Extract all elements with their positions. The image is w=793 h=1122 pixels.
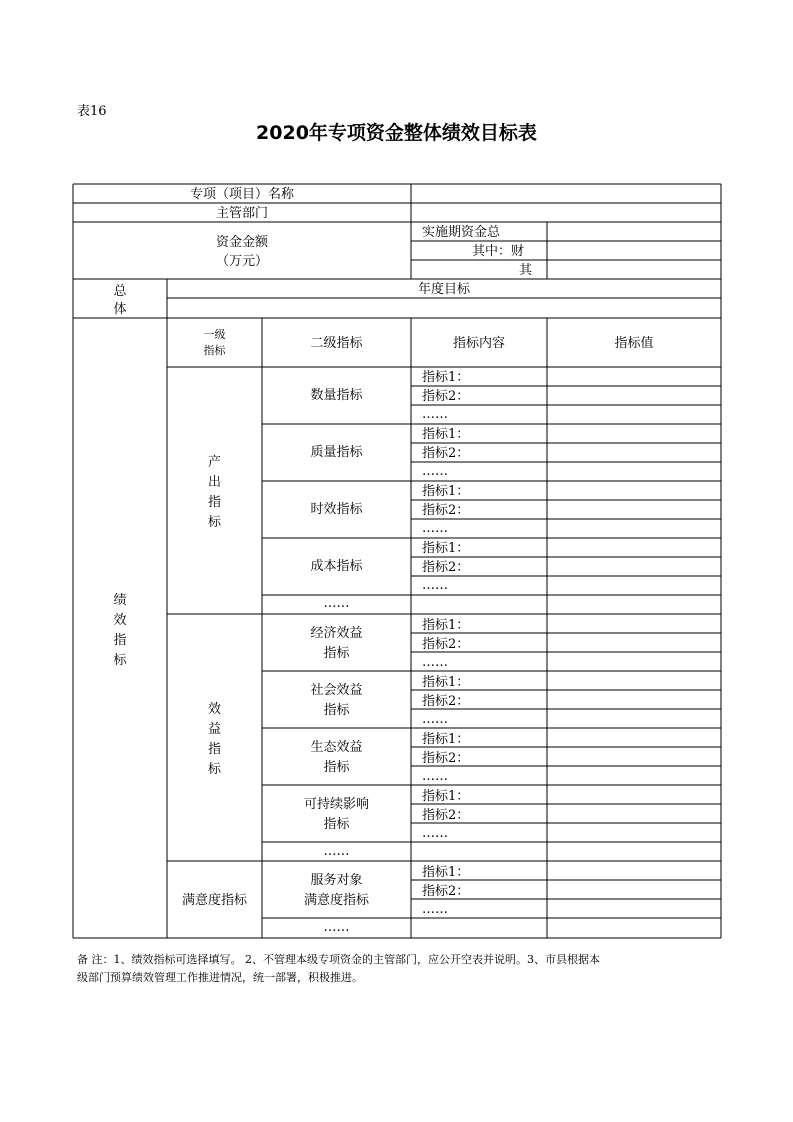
level2-ecological: 生态效益 [310,740,363,755]
benefit-label-char: 益 [207,722,221,737]
benefit-ellipsis: …… [323,844,350,859]
output-label-char: 指 [207,495,221,510]
indicator-ellipsis: …… [422,769,448,784]
indicator-2: 指标2： [422,884,470,899]
level2-social: 社会效益 [310,683,363,698]
level2-sustainable: 可持续影响 [303,797,369,812]
satisfaction-label: 满意度指标 [181,893,247,908]
perf-label-char: 标 [113,653,127,668]
col-content: 指标内容 [452,336,505,351]
col-level1-b: 指标 [203,344,226,357]
level2-economic: 经济效益 [310,626,363,641]
indicator-ellipsis: …… [422,826,448,841]
indicator-2: 指标2： [422,389,470,404]
footnote-line-1: 备 注：1、绩效指标可选择填写。 2、不管理本级专项资金的主管部门，应公开空表并说明。3、市县根据本 [77,953,600,966]
benefit-label-char: 效 [207,702,221,717]
indicator-2: 指标2： [422,751,470,766]
level2-timeliness: 时效指标 [310,502,363,517]
indicator-1: 指标1： [422,618,470,633]
level2-service: 服务对象 [310,873,363,888]
indicator-1: 指标1： [422,789,470,804]
indicator-2: 指标2： [422,503,470,518]
level2-economic-b: 指标 [323,646,350,661]
funds-other-label: 其 [519,263,533,278]
level2-service-b: 满意度指标 [303,893,369,908]
level2-quality: 质量指标 [310,445,363,460]
indicator-1: 指标1： [422,865,470,880]
indicator-1: 指标1： [422,484,470,499]
overall-label-1: 总 [113,284,127,299]
annual-target-label: 年度目标 [417,282,470,297]
indicator-2: 指标2： [422,694,470,709]
indicator-1: 指标1： [422,427,470,442]
level2-quantity: 数量指标 [310,388,363,403]
project-name-label: 专项（项目）名称 [189,187,294,202]
indicator-2: 指标2： [422,446,470,461]
level2-sustainable-b: 指标 [323,817,350,832]
indicator-2: 指标2： [422,560,470,575]
indicator-ellipsis: …… [422,902,448,917]
amount-label-1: 资金金额 [215,235,268,250]
level2-ecological-b: 指标 [323,760,350,775]
perf-label-char: 效 [113,613,127,628]
funds-fiscal-label: 其中：财 [472,244,525,259]
indicator-2: 指标2： [422,637,470,652]
indicator-ellipsis: …… [422,712,448,727]
output-ellipsis: …… [323,596,350,611]
level2-social-b: 指标 [323,703,350,718]
satisfaction-ellipsis: …… [323,920,350,935]
col-level1-a: 一级 [203,328,226,341]
page-title: 2020年专项资金整体绩效目标表 [256,122,537,144]
output-label-char: 标 [207,515,221,530]
footnote [77,951,717,987]
level2-cost: 成本指标 [310,559,363,574]
indicator-ellipsis: …… [422,655,448,670]
amount-label-2: （万元） [215,254,268,269]
overall-label-2: 体 [113,302,127,317]
footnote-line-2: 级部门预算绩效管理工作推进情况，统一部署，积极推进。 [77,971,363,984]
funds-total-label: 实施期资金总 [422,225,501,240]
output-label-char: 产 [207,455,221,470]
col-level2: 二级指标 [310,336,363,351]
indicator-1: 指标1： [422,370,470,385]
department-label: 主管部门 [215,206,268,221]
table-number: 表16 [77,104,107,119]
benefit-label-char: 指 [207,742,221,757]
output-label-char: 出 [207,475,221,490]
indicator-1: 指标1： [422,732,470,747]
indicator-ellipsis: …… [422,407,448,422]
indicator-ellipsis: …… [422,464,448,479]
perf-label-char: 绩 [113,593,127,608]
indicator-ellipsis: …… [422,521,448,536]
indicator-1: 指标1： [422,675,470,690]
indicator-2: 指标2： [422,808,470,823]
col-value: 指标值 [614,336,654,351]
benefit-label-char: 标 [207,762,221,777]
indicator-ellipsis: …… [422,578,448,593]
indicator-1: 指标1： [422,541,470,556]
perf-label-char: 指 [113,633,127,648]
